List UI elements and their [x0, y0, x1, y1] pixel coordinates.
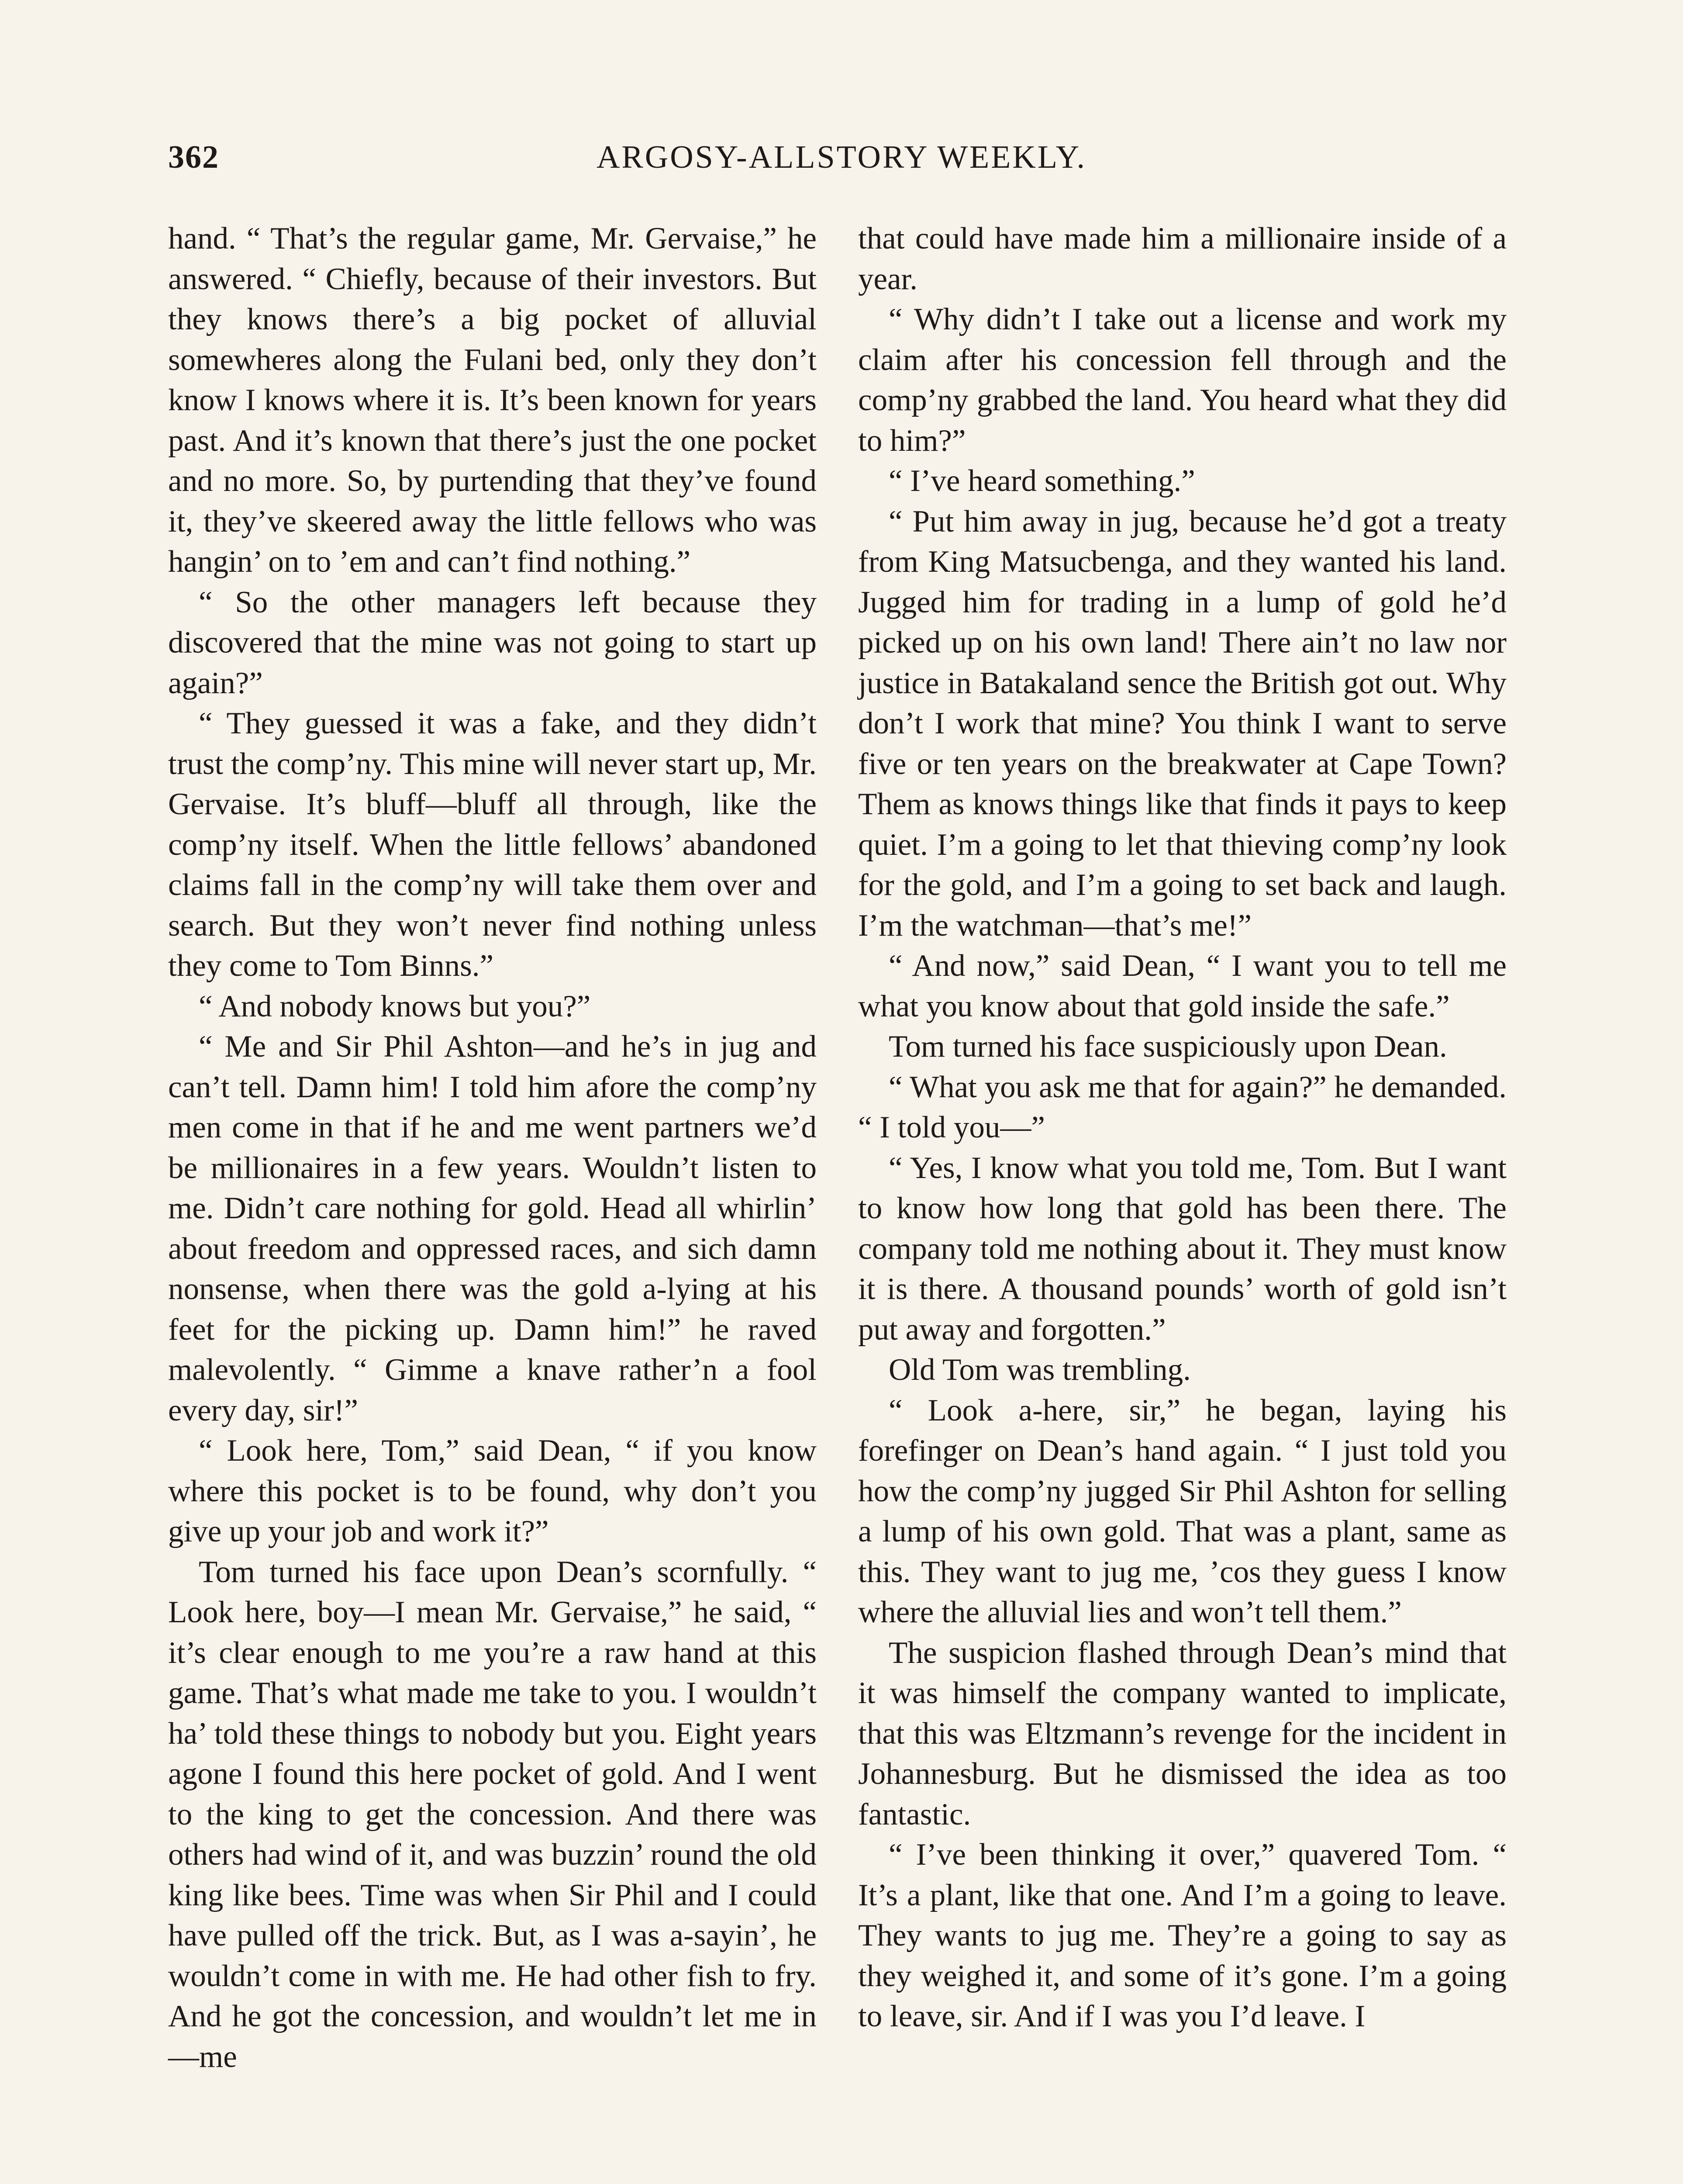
paragraph: “ Me and Sir Phil Ashton—and he’s in jug and can’t tell. Damn him! I told him afore the comp’ny men come in that if he and me went partners we’d be millionaires in a few years. Wouldn’t listen to me. Didn’t care nothing for gold. Head all whirlin’ about freedom and oppressed races, and sich damn nonsense, when there was the gold a-lying at his feet for the picking up. Damn him!” he raved malevolently. “ Gimme a knave rather’n a fool every day, sir!”	[168, 1030, 817, 1427]
paragraph: hand. “ That’s the regular game, Mr. Gervaise,” he answered. “ Chiefly, because of their investors. But they knows there’s a big pocket of alluvial somewheres along the Fulani bed, only they don’t know I knows where it is. It’s been known for years past. And it’s known that there’s just the one pocket and no more. So, by purtending that they’ve found it, they’ve skeered away the little fellows who was hangin’ on to ’em and can’t find nothing.”	[168, 221, 817, 579]
paragraph: “ Look here, Tom,” said Dean, “ if you know where this pocket is to be found, why don’t you give up your job and work it?”	[168, 1434, 817, 1548]
paragraph: “ I’ve heard something.”	[889, 464, 1195, 498]
paragraph: “ They guessed it was a fake, and they didn’t trust the comp’ny. This mine will never start up, Mr. Gervaise. It’s bluff—bluff all through, like the comp’ny itself. When the little fellows’ abandoned claims fall in the comp’ny will take them over and search. But they won’t never find nothing unless they come to Tom Binns.”	[168, 706, 817, 983]
paragraph: “ What you ask me that for again?” he demanded. “ I told you—”	[858, 1070, 1507, 1144]
paragraph: “ Look a-here, sir,” he began, laying his forefinger on Dean’s hand again. “ I just told you how the comp’ny jugged Sir Phil Ashton for selling a lump of his own gold. That was a plant, same as this. They want to jug me, ’cos they guess I know where the alluvial lies and won’t tell them.”	[858, 1393, 1507, 1629]
paragraph: “ I’ve been thinking it over,” quavered Tom. “ It’s a plant, like that one. And I’m a going to leave. They wants to jug me. They’re a going to say as they weighed it, and some of it’s gone. I’m a going to leave, sir. And if I was you I’d leave. I	[858, 1838, 1507, 2033]
left-text-column	[168, 218, 817, 2077]
right-text-column	[858, 218, 1507, 2037]
paragraph: that could have made him a millionaire inside of a year.	[858, 221, 1507, 296]
paragraph: Tom turned his face suspiciously upon Dean.	[889, 1030, 1447, 1064]
paragraph: “ Yes, I know what you told me, Tom. But I want to know how long that gold has been there. The company told me nothing about it. They must know it is there. A thousand pounds’ worth of gold isn’t put away and forgotten.”	[858, 1151, 1507, 1347]
paragraph: “ So the other managers left because they discovered that the mine was not going to start up again?”	[168, 585, 817, 700]
paragraph: “ Put him away in jug, because he’d got a treaty from King Matsucbenga, and they wanted his land. Jugged him for trading in a lump of gold he’d picked up on his own land! There ain’t no law nor justice in Batakaland sence the British got out. Why don’t I work that mine? You think I want to serve five or ten years on the breakwater at Cape Town? Them as knows things like that finds it pays to keep quiet. I’m a going to let that thieving comp’ny look for the gold, and I’m a going to set back and laugh. I’m the watchman—that’s me!”	[858, 504, 1507, 943]
paragraph: “ Why didn’t I take out a license and work my claim after his concession fell through and the comp’ny grabbed the land. You heard what they did to him?”	[858, 302, 1507, 458]
page-header	[168, 139, 1515, 191]
paragraph: Tom turned his face upon Dean’s scornfully. “ Look here, boy—I mean Mr. Gervaise,” he said, “ it’s clear enough to me you’re a raw hand at this game. That’s what made me take to you. I wouldn’t ha’ told these things to nobody but you. Eight years agone I found this here pocket of gold. And I went to the king to get the concession. And there was others had wind of it, and was buzzin’ round the old king like bees. Time was when Sir Phil and I could have pulled off the trick. But, as I was a-sayin’, he wouldn’t come in with me. He had other fish to fry. And he got the concession, and wouldn’t let me in—me	[168, 1555, 817, 2074]
paragraph: The suspicion flashed through Dean’s mind that it was himself the company wanted to implicate, that this was Eltzmann’s revenge for the incident in Johannesburg. But he dismissed the idea as too fantastic.	[858, 1635, 1507, 1832]
page-number: 362	[168, 139, 219, 175]
paragraph: “ And now,” said Dean, “ I want you to tell me what you know about that gold inside the safe.”	[858, 949, 1507, 1023]
paragraph: Old Tom was trembling.	[889, 1353, 1191, 1387]
running-title: ARGOSY-ALLSTORY WEEKLY.	[596, 139, 1087, 175]
paragraph: “ And nobody knows but you?”	[199, 989, 591, 1023]
